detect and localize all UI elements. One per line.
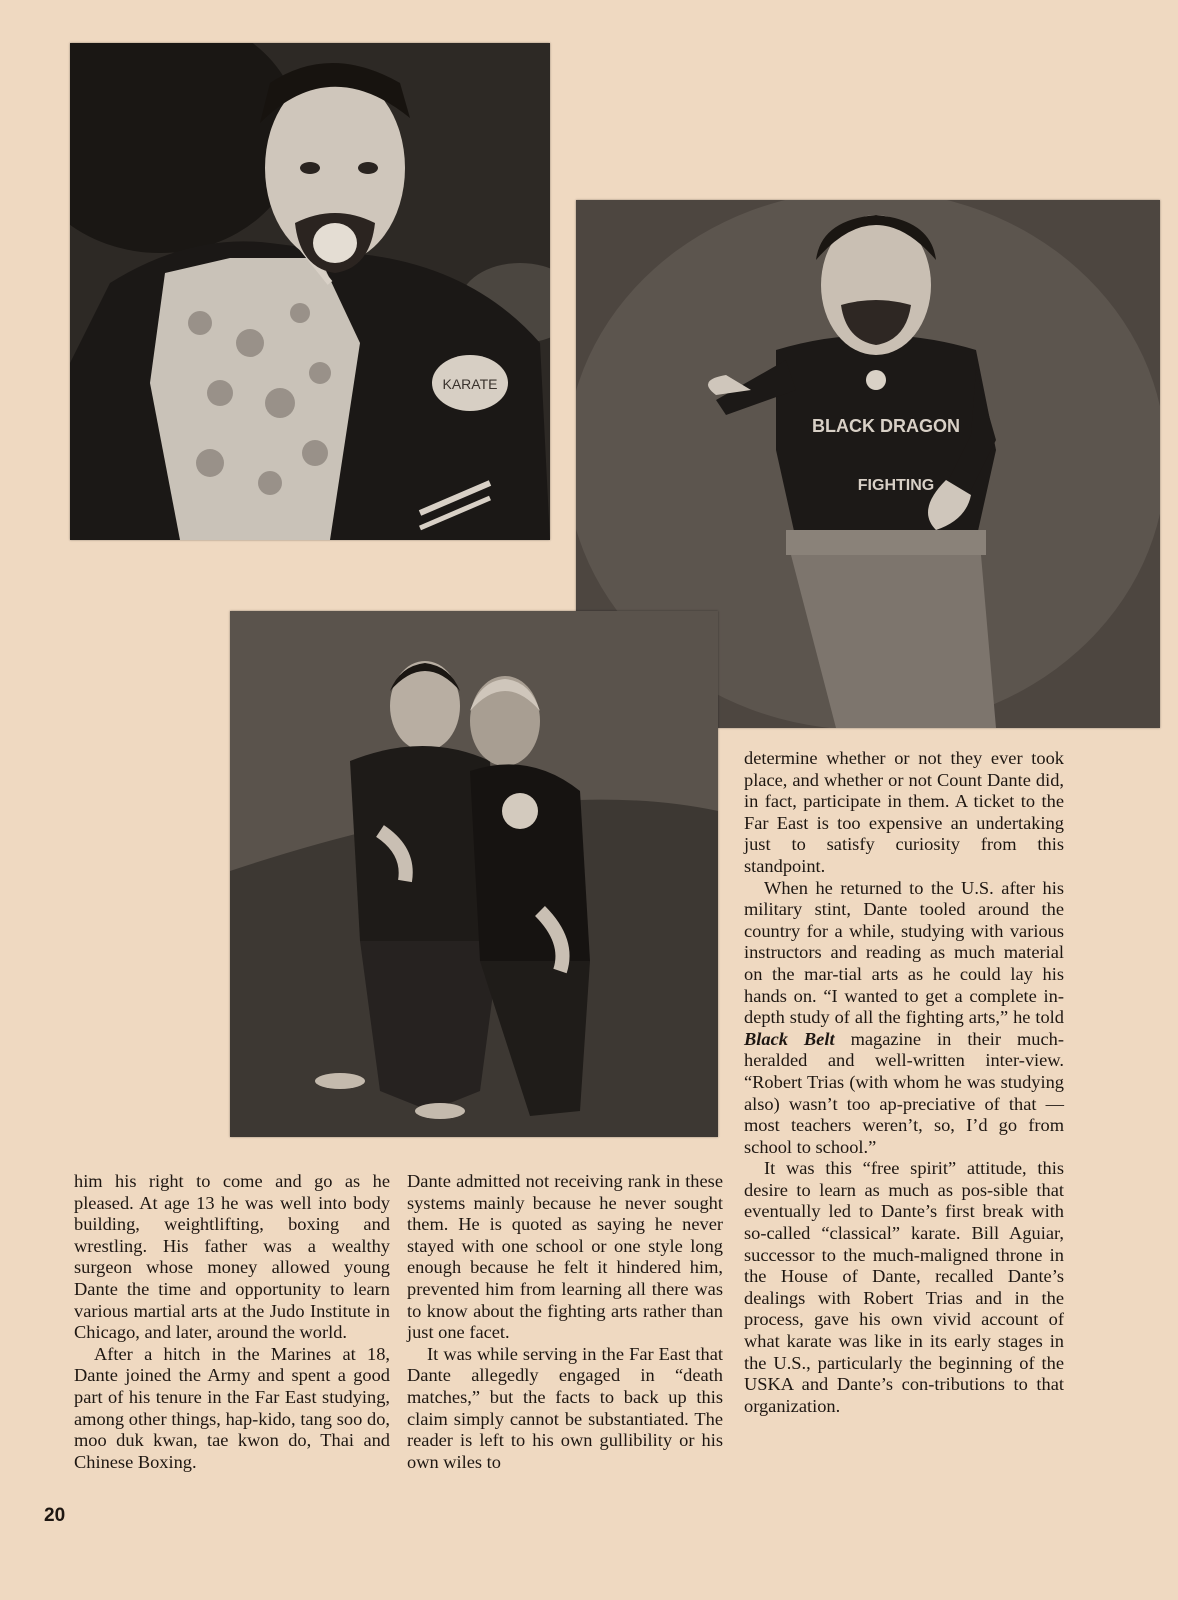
col3-paragraph-2-start: When he returned to the U.S. after his military stint, Dante tooled around the country for a while, studying with various instructors and reading as much material on the mar-tial arts as he could lay his hands on. “I wanted to get a complete in-depth study of all the fighting arts,” he told	[744, 877, 1064, 1028]
col1-paragraph-2: After a hitch in the Marines at 18, Dante joined the Army and spent a good part of his tenure in the Far East studying, among other things, hap-kido, tang soo do, moo duk kwan, tae kwon do, Thai and Chinese Boxing.	[74, 1343, 390, 1472]
photo-portrait-jacket	[70, 43, 550, 540]
photo-grappling	[230, 611, 718, 1137]
col2-paragraph-1: Dante admitted not receiving rank in these systems mainly because he never sought them. He is quoted as saying he never stayed with one school or one style long enough because he felt it hindered him, prevented him from learning all there was to know about the fighting arts rather than just one facet.	[407, 1171, 723, 1343]
col3-paragraph-2-end: magazine in their much-heralded and well-written inter-view. “Robert Trias (with whom he was studying also) wasn’t too ap-preciative of that — most teachers weren’t, so, I’d go from school to school.”	[744, 1028, 1064, 1157]
magazine-title: Black Belt	[744, 1028, 835, 1049]
jacket-patch-text: KARATE	[442, 376, 498, 392]
photo-grappling-image	[230, 611, 718, 1137]
page-number: 20	[44, 1505, 66, 1526]
col3-paragraph-1: determine whether or not they ever took place, and whether or not Count Dante did, in fact, participate in them. A ticket to the Far East is too expensive an undertaking just to satisfy curiosity from this standpoint.	[744, 748, 1064, 876]
article-column-3	[744, 748, 1064, 1417]
col1-paragraph-1: him his right to come and go as he pleased. At age 13 he was well into body building, weightlifting, boxing and wrestling. His father was a wealthy surgeon whose money allowed young Dante the time and opportunity to learn various martial arts at the Judo Institute in Chicago, and later, around the world.	[74, 1171, 390, 1343]
col3-paragraph-3: It was this “free spirit” attitude, this desire to learn as much as pos-sible that eventually led to Dante’s first break with so-called “classical” karate. Bill Aguiar, successor to the much-maligned throne in the House of Dante, recalled Dante’s dealings with Robert Trias and in the process, gave his own vivid account of what karate was like in its early stages in the U.S., particularly the beginning of the USKA and Dante’s con-tributions to that organization.	[744, 1158, 1064, 1416]
shirt-text-top: BLACK DRAGON	[812, 416, 960, 436]
col2-paragraph-2: It was while serving in the Far East that Dante allegedly engaged in “death matches,” but the facts to back up this claim simply cannot be substantiated. The reader is left to his own gullibility or his own wiles to	[407, 1343, 723, 1472]
article-column-1	[74, 1171, 390, 1473]
col3-paragraph-2	[744, 878, 1064, 1159]
photo-portrait-jacket-image	[70, 43, 550, 540]
article-column-2	[407, 1171, 723, 1473]
shirt-text-bottom: FIGHTING	[857, 477, 935, 494]
